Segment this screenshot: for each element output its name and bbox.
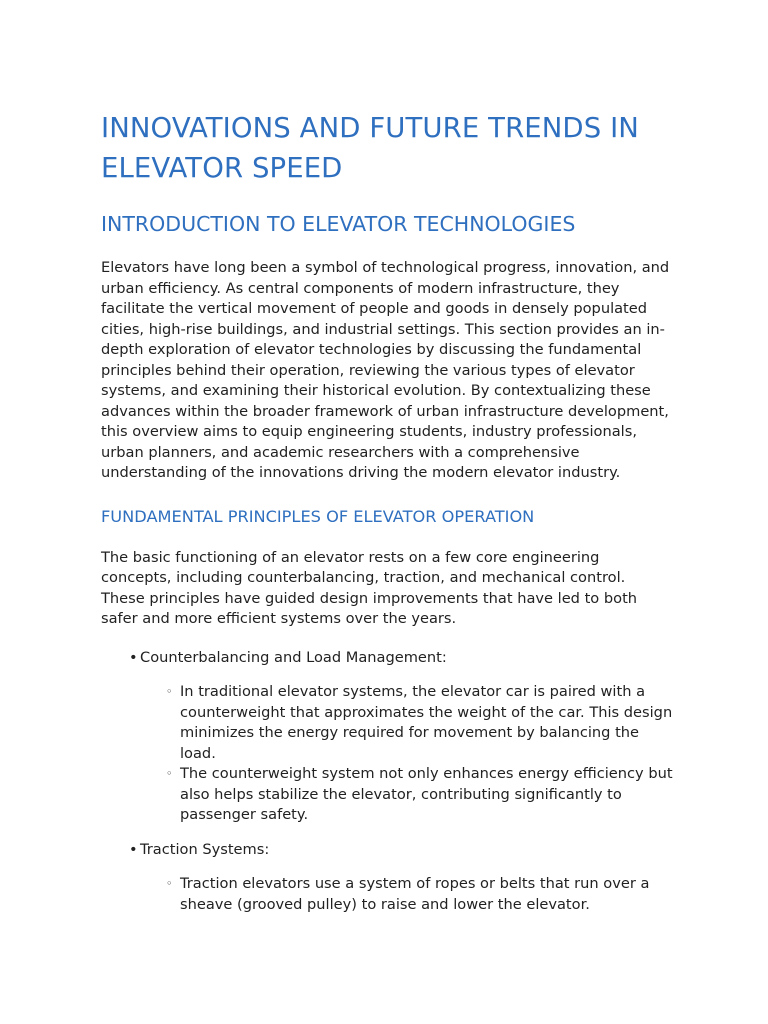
list-item bbox=[129, 840, 673, 916]
intro-paragraph: Elevators have long been a symbol of technological progress, innovation, and urban efficiency. As central components of modern infrastructure, they facilitate the vertical movement of people and goods in densely populated cities, high-rise buildings, and industrial settings. This section provides an in-depth exploration of elevator technologies by discussing the fundamental principles behind their operation, reviewing the various types of elevator systems, and examining their historical evolution. By contextualizing these advances within the broader framework of urban infrastructure development, this overview aims to equip engineering students, industry professionals, urban planners, and academic researchers with a comprehensive understanding of the innovations driving the modern elevator industry. bbox=[101, 259, 670, 481]
subsection-paragraph: The basic functioning of an elevator rests on a few core engineering concepts, including counterbalancing, traction, and mechanical control. These principles have guided design improvements that have led to both safer and more efficient systems over the years. bbox=[101, 548, 638, 627]
sub-list-item bbox=[166, 874, 673, 915]
section-heading: INTRODUCTION TO ELEVATOR TECHNOLOGIES bbox=[101, 212, 576, 236]
document-title: INNOVATIONS AND FUTURE TRENDS IN ELEVATOR SPEED bbox=[101, 112, 639, 184]
bullet-icon: • bbox=[129, 840, 138, 858]
sub-list-item-text: In traditional elevator systems, the elevator car is paired with a counterweight that approximates the weight of the car. This design minimizes the energy required for movement by balancing the load. bbox=[180, 683, 673, 762]
sub-bullet-icon: ◦ bbox=[166, 877, 173, 890]
document-page bbox=[101, 108, 673, 929]
sub-bullet-icon: ◦ bbox=[166, 767, 173, 780]
bullet-icon: • bbox=[129, 648, 138, 666]
list-item bbox=[129, 648, 673, 826]
sub-list bbox=[129, 874, 673, 915]
sub-list-item bbox=[166, 682, 673, 764]
sub-bullet-icon: ◦ bbox=[166, 685, 173, 698]
list-item-label: Counterbalancing and Load Management: bbox=[140, 648, 447, 666]
sub-list-item bbox=[166, 764, 673, 826]
sub-list bbox=[129, 682, 673, 826]
sub-list-item-text: The counterweight system not only enhances energy efficiency but also helps stabilize the elevator, contributing significantly to passenger safety. bbox=[180, 765, 673, 823]
sub-list-item-text: Traction elevators use a system of ropes or belts that run over a sheave (grooved pulley) to raise and lower the elevator. bbox=[180, 875, 650, 913]
principles-list bbox=[101, 648, 673, 916]
subsection-heading: FUNDAMENTAL PRINCIPLES OF ELEVATOR OPERATION bbox=[101, 506, 535, 526]
list-item-label: Traction Systems: bbox=[140, 840, 270, 858]
